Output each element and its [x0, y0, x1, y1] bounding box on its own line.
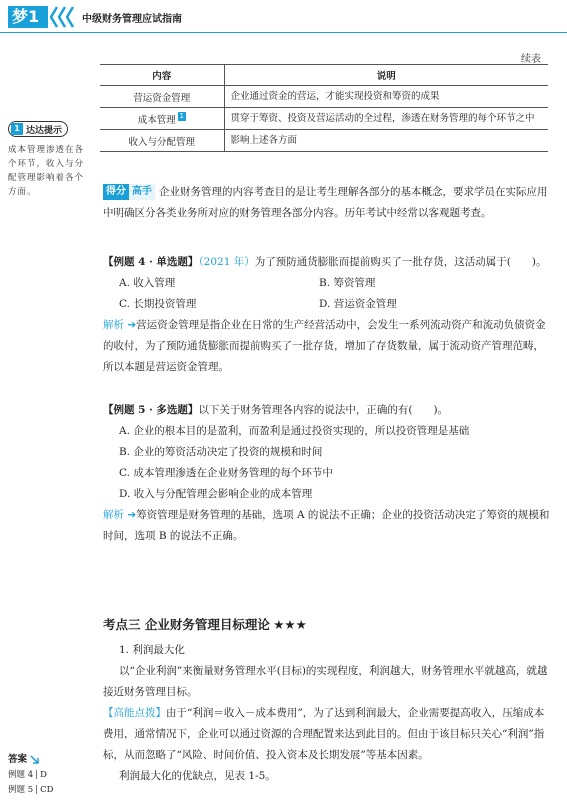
table-cell	[100, 130, 224, 152]
table-row	[100, 86, 548, 108]
tip-label: 达达提示	[26, 125, 63, 136]
note-marker: 1	[179, 111, 184, 120]
option-d: D. 收入与分配管理会影响企业的成本管理	[119, 488, 313, 500]
option-b: B. 企业的筹资活动决定了投资的规模和时间	[119, 446, 323, 458]
option-row	[103, 273, 550, 294]
gaoneng-label: 【高能点拨】	[103, 707, 166, 719]
answers-title-text: 答案	[8, 754, 28, 765]
table-header: 说明	[224, 65, 548, 86]
table-cell: 影响上述各方面	[224, 130, 548, 152]
analysis-text: 营运资金管理是指企业在日常的生产经营活动中，会发生一系列流动资产和流动负债资金的收付，为了预防通货膨胀而提前购买了一批存货，增加了存货数量，属于流动资产管理范畴，所以本题是营运资金管理。	[103, 319, 546, 373]
answer-value: D	[40, 770, 47, 780]
row-item: 成本管理	[137, 114, 176, 126]
table-header-row	[100, 65, 548, 86]
tip-text: 成本管理渗透在各个环节，收入与分配管理影响着各个方面。	[8, 145, 85, 197]
answer-label: 例题 4	[8, 770, 34, 780]
star-rating: ★★★	[273, 617, 307, 632]
answer-divider	[36, 785, 37, 794]
gaoneng-text: 由于“利润＝收入－成本费用”，为了达到利润最大，企业需要提高收入，压缩成本费用，通常情况下，企业可以通过资源的合理配置来达到此目的。但由于该目标只关心“利润”指标，从而忽略了“风险、时间价值、投入资本及长期发展”等基本因素。	[103, 707, 545, 761]
book-title: 中级财务管理应试指南	[82, 14, 182, 25]
answer-divider	[36, 770, 37, 779]
example-4-label: 【例题 4 · 单选题】	[103, 256, 199, 268]
answer-item	[8, 768, 88, 783]
option-c: C. 成本管理渗透在企业财务管理的每个环节中	[119, 467, 333, 479]
table-cell	[100, 86, 224, 108]
example-4-stem	[103, 252, 550, 273]
chevron-left-icon	[58, 6, 66, 28]
tip-number: 1	[11, 123, 23, 135]
defen-text: 企业财务管理的内容考查目的是让考生理解各部分的基本概念，要求学员在实际应用中明确区分各类业务所对应的财务管理各部分内容。历年考试中经常以客观题考查。	[103, 186, 548, 219]
answers-box	[8, 752, 88, 798]
defen-section	[103, 182, 550, 224]
answer-item	[8, 783, 88, 798]
example-5-analysis	[103, 505, 550, 547]
tip-badge	[8, 121, 68, 137]
option-c: C. 长期投资管理	[119, 298, 197, 310]
option-row	[103, 294, 550, 315]
section-1-last: 利润最大化的优缺点，见表 1-5。	[119, 770, 276, 782]
analysis-text: 筹资管理是财务管理的基础，选项 A 的说法不正确；企业的投资活动决定了筹资的规模和时间，选项 B 的说法不正确。	[103, 509, 550, 542]
example-4-question: 为了预防通货膨胀而提前购买了一批存货，这活动属于( )。	[254, 256, 547, 268]
example-5	[103, 400, 550, 547]
answers-title	[8, 752, 88, 768]
kp3-heading	[103, 614, 550, 637]
defen-badge-b: 高手	[129, 184, 155, 200]
analysis-label: 解析 ➔	[103, 319, 137, 331]
table-row	[100, 130, 548, 152]
table-cell	[100, 108, 224, 130]
content-table	[100, 64, 548, 152]
row-item: 营运资金管理	[133, 92, 191, 104]
answer-label: 例题 5	[8, 785, 34, 795]
table-cell: 贯穿于筹资、投资及营运活动的全过程，渗透在财务管理的每个环节之中	[224, 108, 548, 130]
gaoneng-tip	[103, 703, 550, 766]
table-cell: 企业通过资金的营运，才能实现投资和筹资的成果	[224, 86, 548, 108]
option-a: A. 企业的根本目的是盈利，而盈利是通过投资实现的，所以投资管理是基础	[119, 425, 470, 437]
defen-badge-a: 得分	[103, 184, 129, 200]
page-header	[0, 0, 567, 34]
answer-value: CD	[40, 785, 54, 795]
example-4-year: （2021 年）	[198, 256, 255, 268]
section-1-heading: 1. 利润最大化	[119, 644, 185, 656]
section-1-para: 以“企业利润”来衡量财务管理水平(目标)的实现程度，利润越大，财务管理水平就越高，就越接近财务管理目标。	[103, 665, 548, 698]
option-d: D. 营运资金管理	[319, 298, 397, 310]
analysis-label: 解析 ➔	[103, 509, 137, 521]
section-1	[103, 640, 550, 787]
example-4-analysis	[103, 315, 550, 378]
chevron-left-icon	[50, 6, 58, 28]
header-divider	[0, 32, 567, 33]
example-5-label: 【例题 5 · 多选题】	[103, 404, 199, 416]
table-row	[100, 108, 548, 130]
row-item: 收入与分配管理	[128, 136, 195, 148]
kp3-title: 考点三 企业财务管理目标理论	[103, 617, 270, 632]
defen-badge	[103, 184, 155, 200]
book-logo: 梦1	[8, 6, 48, 28]
chevron-left-icon	[66, 6, 74, 28]
arrow-down-right-icon	[30, 755, 39, 764]
example-5-question: 以下关于财务管理各内容的说法中，正确的有( )。	[198, 404, 449, 416]
table-header: 内容	[100, 65, 224, 86]
example-5-stem	[103, 400, 550, 421]
option-b: B. 筹资管理	[319, 277, 376, 289]
example-4	[103, 252, 550, 378]
option-a: A. 收入管理	[119, 277, 176, 289]
continued-label: 续表	[521, 54, 541, 65]
side-tip	[8, 116, 88, 199]
